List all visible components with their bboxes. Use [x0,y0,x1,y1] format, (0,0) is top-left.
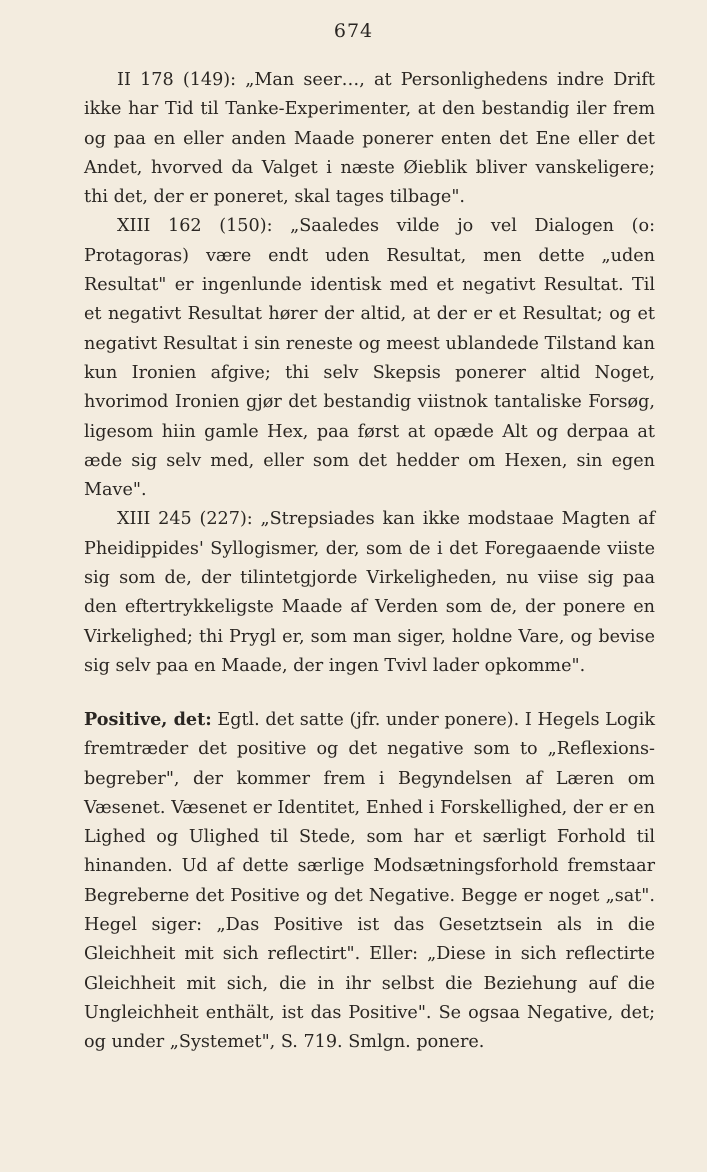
quotes-section [84,66,655,681]
entry-body: Egtl. det satte (jfr. under ponere). I Hegels Logik fremtræder det positive og det negative som to „Reflexions-begreber", der kommer frem i Begyndelsen af Læren om Væsenet. Væsenet er Identitet, Enhed i Forskellighed, der er en Lighed og Ulighed til Stede, som har et særligt Forhold til hinanden. Ud af dette særlige Modsætningsforhold fremstaar Begreberne det Positive og det Negative. Begge er noget „sat". Hegel siger: „Das Positive ist das Gesetztsein als in die Gleichheit mit sich reflectirt". Eller: „Diese in sich reflectirte Gleichheit mit sich, die in ihr selbst die Beziehung auf die Ungleichheit enthält, ist das Positive". Se ogsaa Negative, det; og under „Systemet", S. 719. Smlgn. ponere. [84,710,655,1053]
quote-paragraph: XIII 162 (150): „Saaledes vilde jo vel Dialogen (o: Protagoras) være endt uden Resultat, men dette „uden Resultat" er ingenlunde identisk med et negativt Resultat. Til et negativt Resultat hører der altid, at der er et Resultat; og et negativt Resultat i sin reneste og meest ublandede Tilstand kan kun Ironien afgive; thi selv Skepsis ponerer altid Noget, hvorimod Ironien gjør det bestandig viistnok tantaliske Forsøg, ligesom hiin gamle Hex, paa først at opæde Alt og derpaa at æde sig selv med, eller som det hedder om Hexen, sin egen Mave". [84,216,655,501]
quote-paragraph: XIII 245 (227): „Strepsiades kan ikke modstaae Magten af Pheidippides' Syllogismer, der, som de i det Foregaaende viiste sig som de, der tilintetgjorde Virkeligheden, nu viise sig paa den eftertrykkeligste Maade af Verden som de, der ponere en Virkelighed; thi Prygl er, som man siger, holdne Vare, og bevise sig selv paa en Maade, der ingen Tvivl lader opkomme". [84,509,655,676]
quote-paragraph: II 178 (149): „Man seer…, at Personlighedens indre Drift ikke har Tid til Tanke-Experimenter, at den bestandig iler frem og paa en eller anden Maade ponerer enten det Ene eller det Andet, hvorved da Valget i næste Øieblik bliver vanskeligere; thi det, der er poneret, skal tages tilbage". [84,70,655,208]
dictionary-entry [84,705,655,1058]
page-number: 674 [333,20,374,42]
entry-paragraph [84,705,655,1058]
entry-headword: Positive, det: [84,709,212,730]
